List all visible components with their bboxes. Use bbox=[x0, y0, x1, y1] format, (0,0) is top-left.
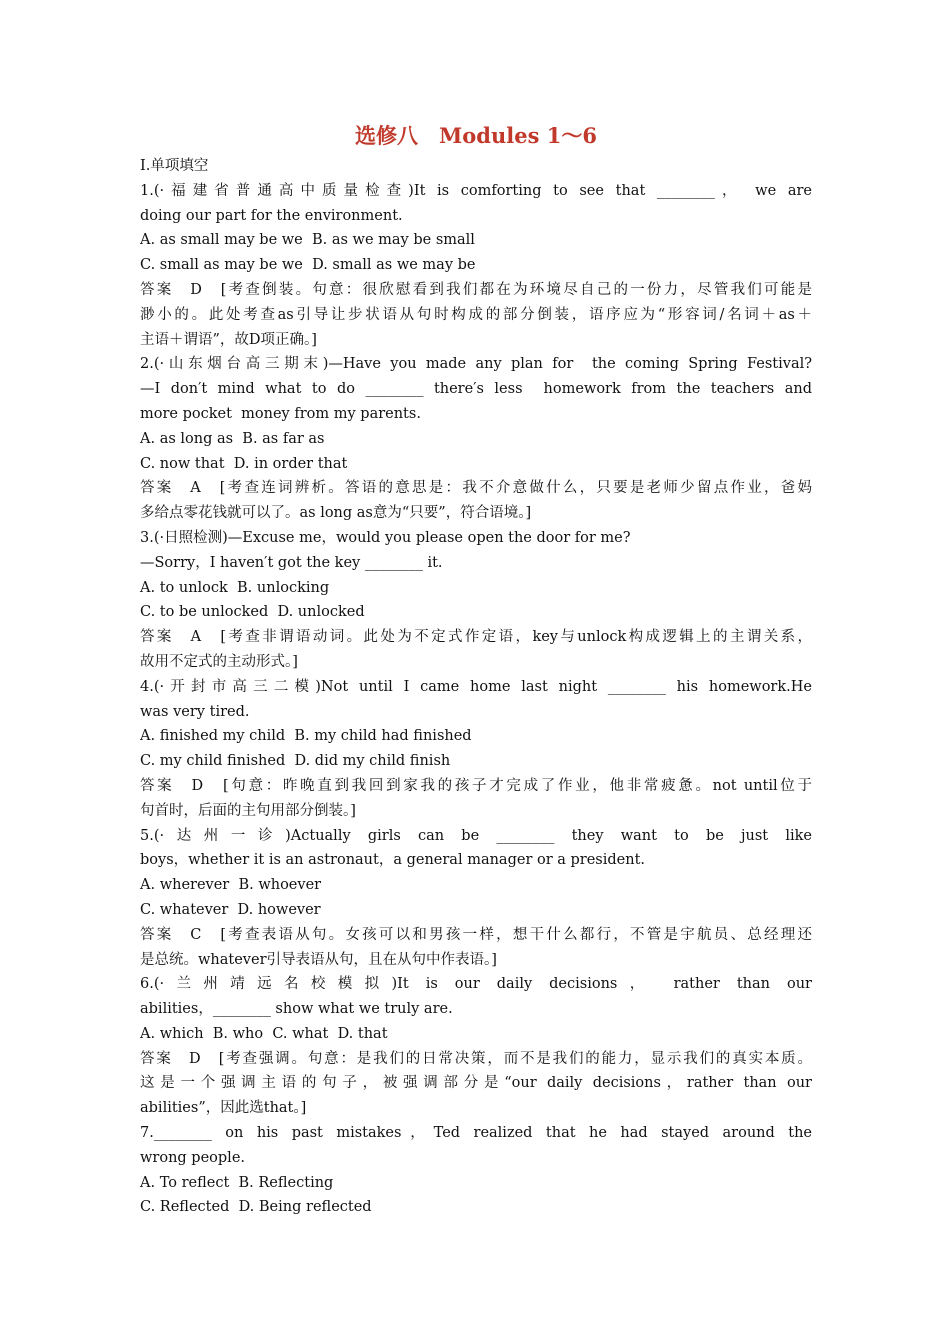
question-3-line-1: 3.(·日照检测)—Excuse me，would you please open the door for me? bbox=[140, 529, 631, 546]
answer-3-line-1: 答案 A [考查非谓语动词。此处为不定式作定语，key与unlock构成逻辑上的主谓关系， bbox=[140, 629, 812, 646]
question-4-options-cd: C. my child finished D. did my child finish bbox=[140, 753, 451, 770]
answer-2-line-1: 答案 A [考查连词辨析。答语的意思是：我不介意做什么，只要是老师少留点作业，爸妈 bbox=[140, 480, 812, 497]
answer-5-line-1: 答案 C [考查表语从句。女孩可以和男孩一样，想干什么都行，不管是宇航员、总经理还 bbox=[140, 926, 812, 943]
question-4-line-1: 4.(·开封市高三二模)Not until I came home last night ________ his homework.He bbox=[140, 678, 812, 695]
answer-1-line-3: 主语＋谓语”，故D项正确。] bbox=[140, 331, 317, 348]
answer-6-line-1: 答案 D [考查强调。句意：是我们的日常决策，而不是我们的能力，显示我们的真实本质。 bbox=[140, 1050, 812, 1067]
answer-1-line-2: 渺小的。此处考查as引导让步状语从句时构成的部分倒装，语序应为“形容词/名词＋as＋ bbox=[140, 306, 812, 323]
answer-2-line-2: 多给点零花钱就可以了。as long as意为“只要”，符合语境。] bbox=[140, 505, 532, 522]
question-3-options-ab: A. to unlock B. unlocking bbox=[140, 579, 330, 596]
answer-3-line-2: 故用不定式的主动形式。] bbox=[140, 653, 298, 670]
section-heading: Ⅰ.单项填空 bbox=[140, 158, 209, 174]
question-5-line-2: boys，whether it is an astronaut，a general manager or a president. bbox=[140, 852, 646, 869]
question-1-options-cd: C. small as may be we D. small as we may be bbox=[140, 257, 476, 274]
question-6-options: A. which B. who C. what D. that bbox=[140, 1025, 388, 1042]
question-4-line-2: was very tired. bbox=[140, 703, 250, 720]
question-7-options-cd: C. Reflected D. Being reflected bbox=[140, 1199, 372, 1216]
question-2-options-cd: C. now that D. in order that bbox=[140, 455, 348, 472]
question-7-line-1: 7.________ on his past mistakes，Ted realized that he had stayed around the bbox=[140, 1125, 812, 1142]
question-2-line-1: 2.(·山东烟台高三期末)—Have you made any plan for the coming Spring Festival? bbox=[140, 356, 812, 373]
question-1-line-2: doing our part for the environment. bbox=[140, 207, 403, 224]
question-7-line-2: wrong people. bbox=[140, 1149, 246, 1166]
question-5-options-ab: A. wherever B. whoever bbox=[140, 877, 322, 894]
answer-6-line-2: 这是一个强调主语的句子，被强调部分是“our daily decisions，rather than our bbox=[140, 1075, 812, 1092]
question-2-line-2: —I don′t mind what to do ________ there′s less homework from the teachers and bbox=[140, 381, 812, 398]
answer-1-line-1: 答案 D [考查倒装。句意：很欣慰看到我们都在为环境尽自己的一份力，尽管我们可能是 bbox=[140, 281, 812, 298]
question-6-line-1: 6.(·兰州靖远名校模拟)It is our daily decisions， rather than our bbox=[140, 976, 812, 993]
answer-5-line-2: 是总统。whatever引导表语从句，且在从句中作表语。] bbox=[140, 951, 497, 968]
question-5-options-cd: C. whatever D. however bbox=[140, 901, 321, 918]
question-6-line-2: abilities，________ show what we truly are. bbox=[140, 1001, 453, 1018]
question-3-options-cd: C. to be unlocked D. unlocked bbox=[140, 604, 365, 621]
question-4-options-ab: A. finished my child B. my child had finished bbox=[140, 728, 472, 745]
question-1-line-1: 1.(·福建省普通高中质量检查)It is comforting to see that ________， we are bbox=[140, 182, 812, 199]
question-2-options-ab: A. as long as B. as far as bbox=[140, 430, 325, 447]
question-2-line-3: more pocket money from my parents. bbox=[140, 405, 421, 422]
answer-6-line-3: abilities”，因此选that。] bbox=[140, 1100, 307, 1117]
question-7-options-ab: A. To reflect B. Reflecting bbox=[140, 1174, 334, 1191]
question-3-line-2: —Sorry，I haven′t got the key ________ it. bbox=[140, 554, 443, 571]
question-5-line-1: 5.(·达州一诊)Actually girls can be ________ they want to be just like bbox=[140, 827, 812, 844]
answer-4-line-2: 句首时，后面的主句用部分倒装。] bbox=[140, 802, 356, 819]
question-1-options-ab: A. as small may be we B. as we may be small bbox=[140, 232, 475, 249]
document-page bbox=[140, 118, 812, 1220]
page-title: 选修八 Modules 1～6 bbox=[355, 123, 597, 148]
answer-4-line-1: 答案 D [句意：昨晚直到我回到家我的孩子才完成了作业，他非常疲惫。not until位于 bbox=[140, 777, 812, 794]
